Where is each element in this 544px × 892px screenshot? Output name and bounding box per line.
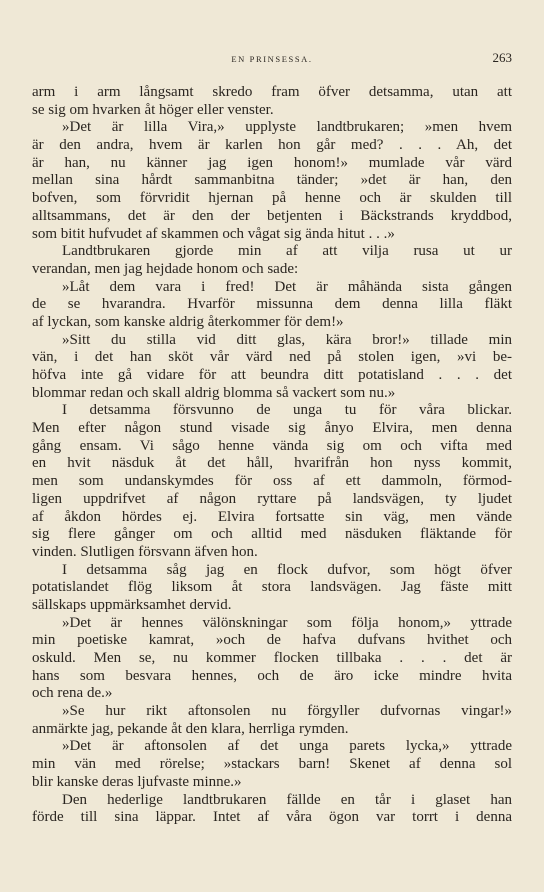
text-line: »Det är aftonsolen af det unga parets lycka,» yttrade	[62, 738, 512, 755]
text-line: af lyckan, som kanske aldrig återkommer för dem!»	[32, 313, 344, 330]
text-line: »Sitt du stilla vid ditt glas, kära bror!» tillade min	[62, 331, 512, 348]
running-title: EN PRINSESSA.	[231, 54, 313, 64]
text-line: höfva inte gå vidare för att beundra ditt potatisland . . . det	[32, 367, 512, 383]
text-line: se sig om hvarken åt höger eller venster.	[32, 101, 274, 118]
text-line: Landtbrukaren gjorde min af att vilja rusa ut ur	[62, 243, 512, 260]
text-line: alltsammans, det är den der betjenten i Bäckstrands kryddbod,	[32, 207, 512, 224]
text-line: af åkdon hördes ej. Elvira fortsatte sin väg, men vände	[32, 508, 512, 525]
text-line: »Det är hennes välönskningar som följa honom,» yttrade	[62, 614, 512, 631]
text-line: »Se hur rikt aftonsolen nu förgyller dufvornas vingar!»	[62, 703, 512, 720]
text-line: min poetiske kamrat, »och de hafva dufvans hvithet och	[32, 632, 512, 649]
text-line: som bitit hufvudet af skammen och vågat sig ända hitut . . .»	[32, 225, 395, 242]
page-number: 263	[492, 50, 512, 65]
text-line: I detsamma såg jag en flock dufvor, som högt öfver	[62, 561, 512, 578]
text-line: men som undanskymdes för oss af ett dammoln, förmod-	[32, 473, 512, 490]
text-line: bofven, som förvridit hjernan på henne och är skulden till	[32, 190, 512, 207]
text-line: en hvit näsduk åt det håll, hvarifrån hon nyss kommit,	[32, 455, 512, 472]
text-line: blir kanske deras ljufvaste minne.»	[32, 773, 242, 790]
text-line: arm i arm långsamt skredo fram öfver detsamma, utan att	[32, 84, 512, 100]
text-line: I detsamma försvunno de unga tu för våra blickar.	[62, 402, 512, 419]
text-line: ligen uppdrifvet af någon ryttare på landsvägen, ty ljudet	[32, 490, 512, 507]
text-line: vinden. Slutligen försvann äfven hon.	[32, 543, 258, 560]
text-line: »Det är lilla Vira,» upplyste landtbrukaren; »men hvem	[62, 119, 512, 136]
text-line: de se hvarandra. Hvarför missunna dem denna lilla fläkt	[32, 296, 512, 313]
text-line: vän, i det han sköt vår värd ned på stolen igen, »vi be-	[32, 349, 512, 366]
text-line: Den hederlige landtbrukaren fällde en tår i glaset han	[62, 791, 512, 808]
text-line: blommar redan och skall aldrig blomma så vackert som nu.»	[32, 384, 396, 401]
text-line: sällskaps uppmärksamhet dervid.	[32, 596, 232, 613]
body-text	[32, 84, 512, 827]
text-line: är den andra, hvem är karlen hon går med? . . . Ah, det	[32, 137, 512, 154]
text-line: anmärkte jag, pekande åt den klara, herrliga rymden.	[32, 720, 349, 737]
text-line: »Låt dem vara i fred! Det är måhända sista gången	[62, 278, 512, 295]
text-line: hans som besvara hennes, och de äro icke mindre hvita	[32, 667, 512, 684]
text-line: sig flere gånger om och alltid med näsduken fläktande för	[32, 526, 512, 543]
text-line: Men efter någon stund visade sig ånyo Elvira, men denna	[32, 420, 512, 437]
text-line: min vän med rörelse; »stackars barn! Skenet af denna sol	[32, 756, 512, 773]
text-line: oskuld. Men se, nu kommer flocken tillbaka . . . det är	[32, 650, 512, 666]
text-line: gång ensam. Vi sågo henne vända sig om och vifta med	[32, 437, 512, 454]
text-line: och rena de.»	[32, 685, 113, 702]
text-line: mellan sina hårdt sammanbitna tänder; »det är han, den	[32, 172, 512, 189]
text-line: potatislandet flög liksom åt stora landsvägen. Jag fäste mitt	[32, 579, 512, 596]
text-line: verandan, men jag hejdade honom och sade:	[32, 260, 299, 277]
running-head	[32, 50, 512, 68]
text-line: förde till sina läppar. Intet af våra ögon var torrt i denna	[32, 809, 512, 826]
text-line: är han, nu känner jag igen honom!» mumlade vår värd	[32, 154, 512, 171]
